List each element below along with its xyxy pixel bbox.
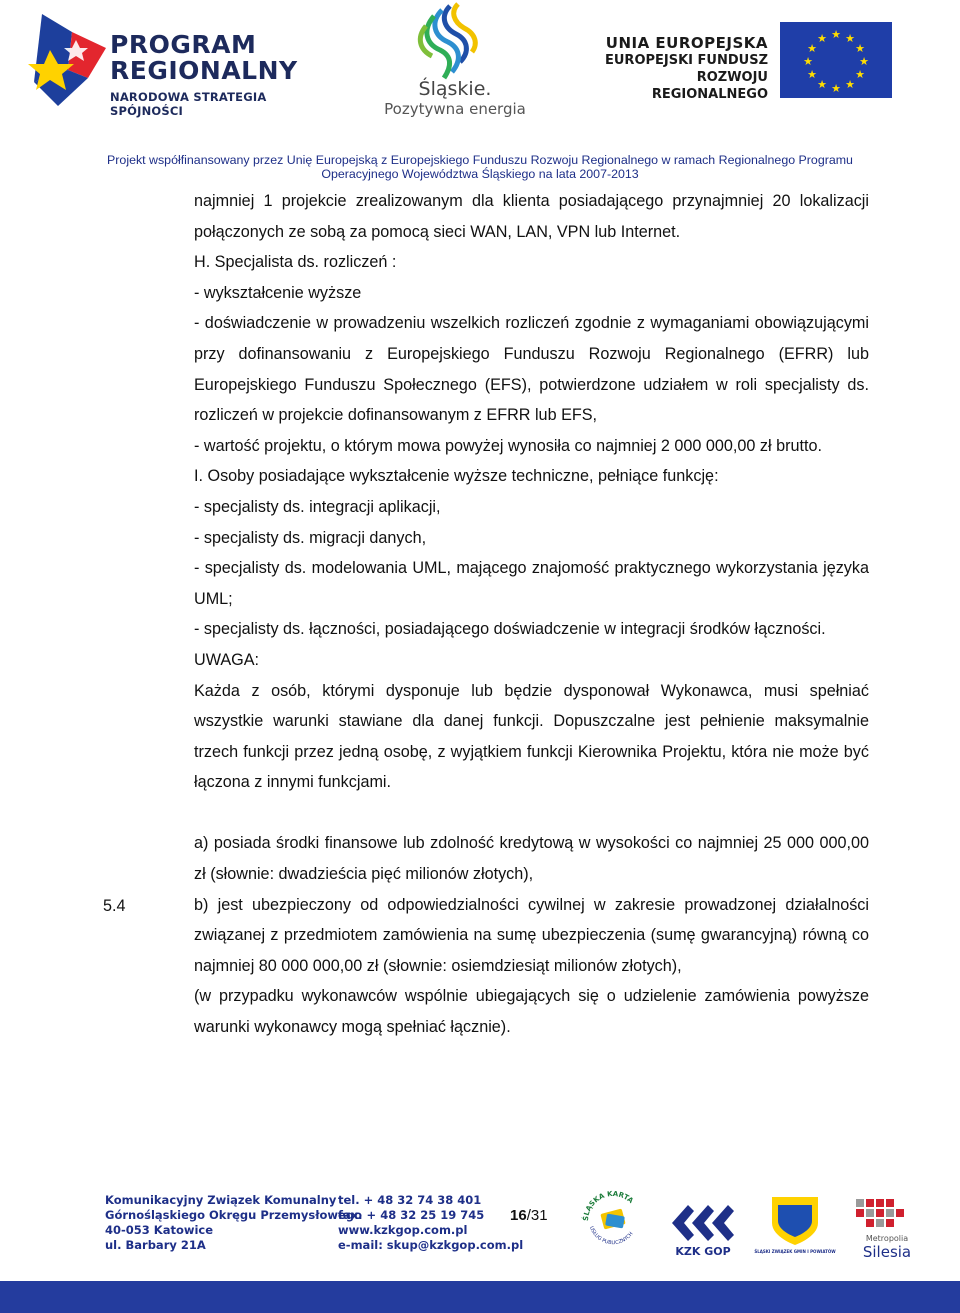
- program-logo-line1: PROGRAM: [110, 30, 257, 59]
- svg-text:★: ★: [831, 82, 841, 95]
- svg-text:★: ★: [855, 42, 865, 55]
- contact-website: www.kzkgop.com.pl: [338, 1223, 468, 1237]
- kzk-gop-logo: [668, 1193, 738, 1259]
- svg-text:★: ★: [845, 78, 855, 91]
- cofinancing-note: [0, 153, 960, 181]
- page-current: 16: [510, 1207, 527, 1224]
- list-item: - specjalisty ds. modelowania UML, mającego znajomość praktycznego wykorzystania języka UML;: [194, 559, 869, 608]
- paragraph: (w przypadku wykonawców wspólnie ubiegających się o udzielenie zamówienia powyższe warunki wykonawcy mogą spełniać łącznie).: [194, 987, 869, 1037]
- address-line: Górnośląskiego Okręgu Przemysłowego: [105, 1208, 362, 1222]
- paragraph: najmniej 1 projekcie zrealizowanym dla klienta posiadającego przynajmniej 20 lokalizacji połączonych ze sobą za pomocą sieci WAN, LAN, VPN lub Internet.: [194, 192, 869, 241]
- paragraph: Każda z osób, którymi dysponuje lub będzie dysponował Wykonawca, musi spełniać wszystkie warunki stawiane dla danej funkcji. Dopuszczalne jest pełnienie maksymalnie trzech funkcji przez jedną osobę, z wyjątkiem funkcji Kierownika Projektu, która nie może być łączona z innymi funkcjami.: [194, 681, 869, 792]
- list-item: - wykształcenie wyższe: [194, 283, 362, 302]
- address-line: ul. Barbary 21A: [105, 1238, 206, 1252]
- svg-text:★: ★: [855, 68, 865, 81]
- silesia-big-text: Silesia: [862, 1243, 912, 1261]
- paragraph: H. Specjalista ds. rozliczeń :: [194, 253, 397, 272]
- eu-line2: EUROPEJSKI FUNDUSZ: [605, 53, 768, 68]
- slaskie-tagline: Pozytywna energia: [384, 100, 526, 118]
- eu-line3: ROZWOJU REGIONALNEGO: [651, 70, 768, 102]
- cofinancing-line1: Projekt współfinansowany przez Unię Europejską z Europejskiego Funduszu Rozwoju Regionalnego w ramach Regionalnego Programu: [107, 153, 853, 167]
- svg-text:★: ★: [807, 42, 817, 55]
- slaskie-name: Śląskie.: [418, 78, 492, 100]
- list-item: - specjalisty ds. łączności, posiadającego doświadczenie w integracji środków łączności.: [194, 620, 826, 639]
- list-item: - doświadczenie w prowadzeniu wszelkich rozliczeń zgodnie z wymaganiami obowiązującymi przy dofinansowaniu z Europejskiego Funduszu Rozwoju Regionalnego (EFRR) lub Europejskiego Funduszu Społecznego (EFS), potwierdzone udziałem w roli specjalisty ds. rozliczeń w projekcie dofinansowanym z EFRR lub EFS,: [194, 314, 869, 425]
- svg-text:★: ★: [845, 32, 855, 45]
- svg-text:USŁUG PUBLICZNYCH: [588, 1226, 635, 1247]
- document-body: [194, 186, 869, 1043]
- svg-text:★: ★: [817, 78, 827, 91]
- program-logo-line3: NARODOWA STRATEGIA SPÓJNOŚCI: [110, 90, 267, 118]
- condition-b: b) jest ubezpieczony od odpowiedzialności cywilnej w zakresie prowadzonej działalności związanej z przedmiotem zamówienia na sumę ubezpieczenia (sumę gwarancyjną) równą co najmniej 80 000 000,00 zł (słownie: osiemdziesiąt milionów złotych),: [194, 895, 869, 975]
- footer-contact: [338, 1193, 523, 1253]
- page-header: [0, 0, 960, 185]
- svg-text:★: ★: [817, 32, 827, 45]
- program-regionalny-logo: [28, 12, 328, 118]
- slaska-karta-logo: [580, 1187, 646, 1253]
- svg-text:★: ★: [807, 68, 817, 81]
- note-heading: UWAGA:: [194, 650, 260, 669]
- metropolia-silesia-logo: [852, 1195, 922, 1263]
- section-number: 5.4: [103, 897, 126, 915]
- svg-text:★: ★: [859, 55, 869, 68]
- eu-flag-icon: [780, 22, 892, 98]
- karta-top-text: ŚLĄSKA KARTA: [581, 1189, 635, 1222]
- blank-line: [194, 798, 869, 829]
- footer-bar: [0, 1281, 960, 1313]
- silesia-small-text: Metropolia: [865, 1234, 909, 1243]
- colored-star-icon: [28, 12, 108, 108]
- condition-a: a) posiada środki finansowe lub zdolność kredytową w wysokości co najmniej 25 000 000,00 zł (słownie: dwadzieścia pięć milionów złotych),: [194, 834, 869, 884]
- program-logo-line2: REGIONALNY: [110, 56, 298, 85]
- list-item: - specjalisty ds. integracji aplikacji,: [194, 497, 441, 516]
- svg-text:★: ★: [803, 55, 813, 68]
- eu-logo-text: [580, 34, 768, 103]
- svg-text:★: ★: [831, 28, 841, 41]
- list-item: - wartość projektu, o którym mowa powyżej wynosiła co najmniej 2 000 000,00 zł brutto.: [194, 436, 823, 455]
- paragraph: I. Osoby posiadające wykształcenie wyższe techniczne, pełniące funkcję:: [194, 467, 719, 486]
- address-line: Komunikacyjny Związek Komunalny: [105, 1193, 337, 1207]
- contact-email: e-mail: skup@kzkgop.com.pl: [338, 1238, 524, 1252]
- karta-bottom-text: USŁUG PUBLICZNYCH: [588, 1225, 635, 1247]
- eu-line1: UNIA EUROPEJSKA: [605, 34, 768, 52]
- footer-address: [105, 1193, 362, 1253]
- contact-fax: fax. + 48 32 25 19 745: [338, 1208, 485, 1222]
- slaskie-waves-icon: [410, 2, 490, 80]
- page-number: [510, 1207, 548, 1224]
- address-line: 40-053 Katowice: [105, 1223, 214, 1237]
- page-footer: [0, 1185, 960, 1313]
- zgm-logo: [754, 1193, 836, 1259]
- slaskie-logo: [380, 2, 530, 122]
- zgm-text: ŚLĄSKI ZWIĄZEK GMIN I POWIATÓW: [754, 1249, 836, 1254]
- list-item: - specjalisty ds. migracji danych,: [194, 528, 427, 547]
- contact-phone: tel. + 48 32 74 38 401: [338, 1193, 482, 1207]
- cofinancing-line2: Operacyjnego Województwa Śląskiego na lata 2007-2013: [321, 167, 639, 181]
- kzk-gop-text: KZK GOP: [675, 1245, 731, 1258]
- page-total: /31: [526, 1207, 548, 1224]
